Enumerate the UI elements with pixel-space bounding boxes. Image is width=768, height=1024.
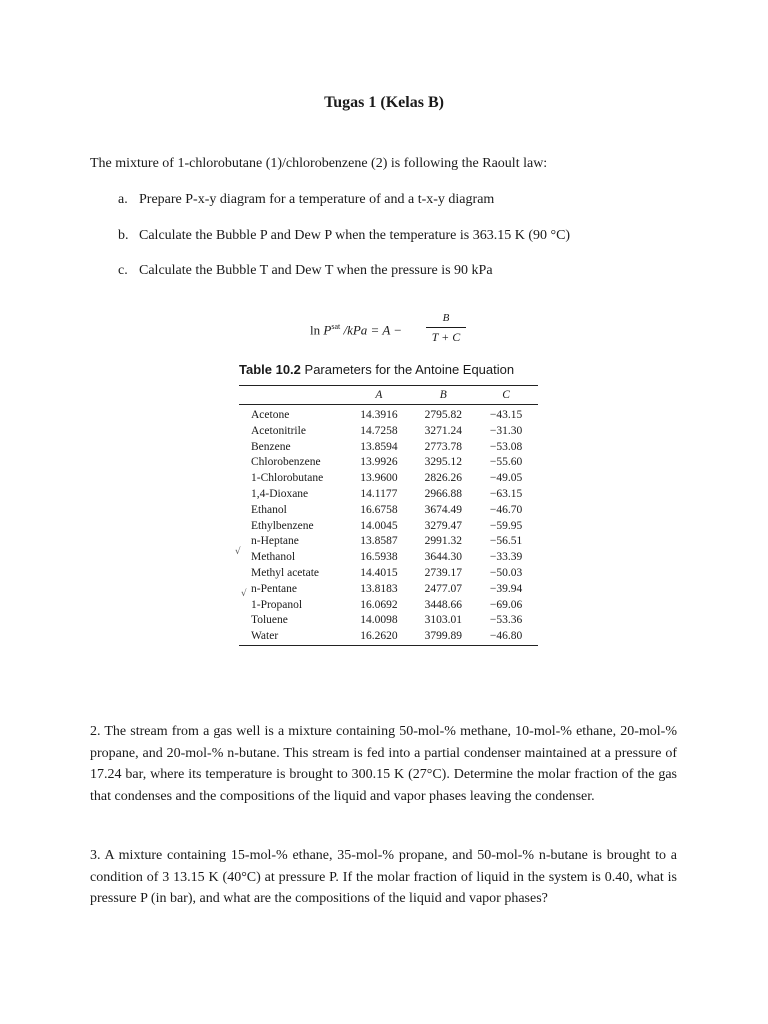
item-label: b. [118, 228, 129, 243]
cell-a: 13.8587 [360, 535, 398, 548]
problem3-text: 3. A mixture containing 15-mol-% ethane, 35-mol-% propane, and 50-mol-% n-butane is brought to a condition of 3 13.15 K (40°C) at pressure P. If the molar fraction of liquid in the system is 0.40, what is pressure P (in bar), and what are the compositions of the liquid and vapor phases? [90, 848, 677, 906]
cell-b: 2739.17 [424, 566, 462, 579]
cell-c: −33.39 [489, 551, 523, 564]
cell-a: 16.2620 [345, 629, 412, 645]
cell-b: 2795.82 [424, 409, 462, 421]
cell-a: 16.6758 [360, 503, 398, 516]
cell-c: −46.70 [489, 503, 523, 516]
table-row [239, 440, 538, 456]
table-caption-number: Table 10.2 [239, 362, 301, 377]
cell-c: −63.15 [489, 487, 523, 500]
cell-name: Chlorobenzene [251, 456, 321, 469]
cell-c: −50.03 [489, 566, 523, 579]
cell-b: 3644.30 [424, 551, 462, 564]
header-name [239, 386, 345, 405]
table-row [239, 503, 538, 519]
cell-name: Toluene [251, 614, 288, 627]
table-header-row [239, 386, 538, 405]
header-c: C [474, 386, 538, 405]
item-text: Prepare P-x-y diagram for a temperature of and a t-x-y diagram [139, 192, 495, 207]
table-body [239, 405, 538, 646]
cell-b: 3295.12 [424, 456, 462, 469]
cell-b: 3271.24 [424, 424, 462, 437]
handwritten-check-mark: √ [241, 589, 247, 599]
table-row [239, 424, 538, 440]
table-row [239, 582, 538, 598]
cell-a: 14.3916 [360, 409, 398, 421]
cell-c: −39.94 [489, 582, 523, 595]
problem1-intro: The mixture of 1-chlorobutane (1)/chlorobenzene (2) is following the Raoult law: [90, 156, 548, 171]
equation-lhs [310, 322, 402, 338]
handwritten-check-mark: √ [235, 547, 241, 557]
cell-b: 2991.32 [424, 535, 462, 548]
cell-name: 1,4-Dioxane [251, 487, 309, 500]
cell-b: 2773.78 [424, 440, 462, 453]
cell-name: Methanol [251, 551, 296, 564]
cell-name: Water [239, 629, 345, 645]
equation-ln: ln [310, 322, 321, 338]
table-row [239, 629, 538, 645]
equation-rest: /kPa = A − [343, 322, 403, 338]
table-caption-text: Parameters for the Antoine Equation [304, 362, 515, 377]
antoine-parameters-table [239, 385, 538, 646]
cell-name: Benzene [251, 440, 291, 453]
cell-b: 3674.49 [424, 503, 462, 516]
cell-name: n-Pentane [251, 582, 297, 595]
cell-c: −59.95 [489, 519, 523, 532]
equation-p: P [323, 322, 332, 338]
table-row [239, 405, 538, 424]
cell-a: 13.9600 [360, 472, 398, 485]
cell-a: 14.0098 [360, 614, 398, 627]
antoine-equation [310, 311, 480, 351]
table-row [239, 613, 538, 629]
fraction-bar [426, 327, 466, 328]
cell-name: Ethanol [251, 503, 287, 516]
cell-name: Acetone [251, 409, 290, 421]
problem2-text: 2. The stream from a gas well is a mixture containing 50-mol-% methane, 10-mol-% ethane, 20-mol-% propane, and 20-mol-% n-butane. This stream is fed into a partial condenser maintained at a pressure of 17.24 bar, where its temperature is brought to 300.15 K (27°C). Determine the molar fraction of the gas that condenses and the compositions of the liquid and vapor phases leaving the condenser. [90, 724, 677, 804]
cell-c: −31.30 [489, 424, 523, 437]
cell-a: 13.8594 [360, 440, 398, 453]
table-row [239, 471, 538, 487]
equation-denominator: T + C [431, 330, 461, 344]
cell-a: 13.9926 [360, 456, 398, 469]
cell-a: 14.4015 [360, 566, 398, 579]
cell-c: −53.08 [489, 440, 523, 453]
item-label: c. [118, 263, 128, 278]
cell-name: Acetonitrile [251, 424, 306, 437]
cell-a: 16.0692 [360, 598, 398, 611]
header-a: A [345, 386, 412, 405]
cell-c: −69.06 [489, 598, 523, 611]
cell-c: −46.80 [474, 629, 538, 645]
header-b: B [412, 386, 474, 405]
cell-a: 16.5938 [360, 551, 398, 564]
cell-name: Methyl acetate [251, 566, 320, 579]
cell-b: 3799.89 [412, 629, 474, 645]
item-label: a. [118, 192, 128, 207]
problem1-item-b [118, 228, 570, 244]
cell-c: −43.15 [489, 409, 523, 421]
cell-b: 3279.47 [424, 519, 462, 532]
item-text: Calculate the Bubble T and Dew T when the pressure is 90 kPa [139, 263, 493, 278]
table-row [239, 598, 538, 614]
table-row [239, 487, 538, 503]
table-row [239, 566, 538, 582]
table-row [239, 519, 538, 535]
table-row [239, 455, 538, 471]
problem1-item-c [118, 263, 493, 279]
item-text: Calculate the Bubble P and Dew P when the temperature is 363.15 K (90 °C) [139, 228, 571, 243]
cell-b: 2966.88 [424, 487, 462, 500]
cell-c: −55.60 [489, 456, 523, 469]
cell-c: −56.51 [489, 535, 523, 548]
cell-name: Ethylbenzene [251, 519, 314, 532]
cell-b: 3448.66 [424, 598, 462, 611]
cell-a: 14.1177 [360, 487, 398, 500]
cell-c: −49.05 [489, 472, 523, 485]
page-title: Tugas 1 (Kelas B) [324, 94, 444, 111]
cell-a: 14.7258 [360, 424, 398, 437]
cell-name: 1-Propanol [251, 598, 303, 611]
table-row [239, 550, 538, 566]
cell-b: 2477.07 [424, 582, 462, 595]
cell-c: −53.36 [489, 614, 523, 627]
problem1-item-a [118, 192, 494, 208]
cell-name: 1-Chlorobutane [251, 472, 324, 485]
equation-numerator: B [442, 312, 450, 324]
equation-fraction [426, 311, 466, 344]
table-caption [239, 362, 514, 377]
cell-a: 14.0045 [360, 519, 398, 532]
cell-b: 2826.26 [424, 472, 462, 485]
cell-a: 13.8183 [360, 582, 398, 595]
table-row [239, 534, 538, 550]
equation-sat: sat [331, 322, 341, 331]
cell-b: 3103.01 [424, 614, 462, 627]
cell-name: n-Heptane [251, 535, 299, 548]
